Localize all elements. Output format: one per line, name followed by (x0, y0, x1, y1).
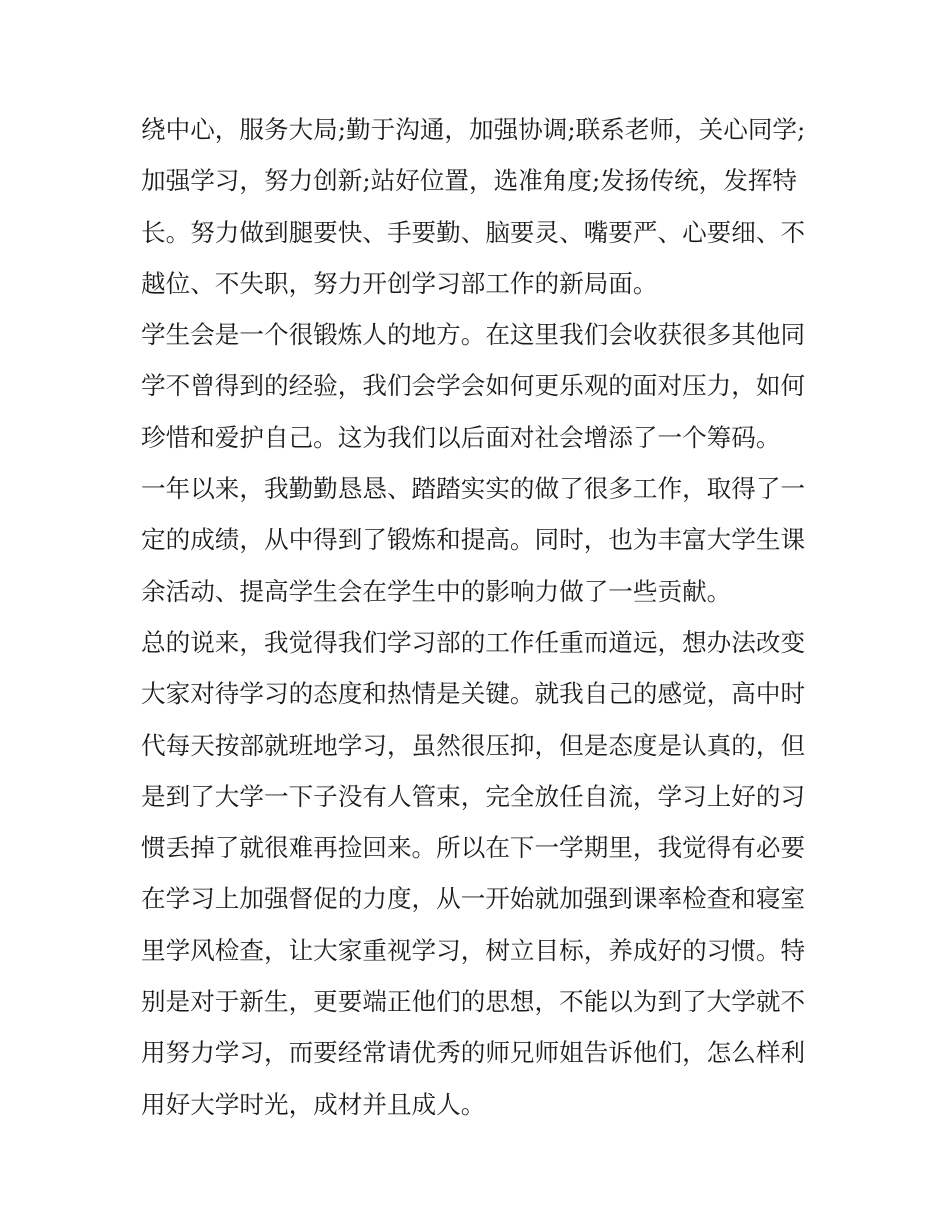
text-line: 绕中心，服务大局;勤于沟通，加强协调;联系老师，关心同学; (141, 115, 806, 144)
text-line: 学不曾得到的经验，我们会学会如何更乐观的面对压力，如何 (141, 371, 806, 401)
text-line: 总的说来，我觉得我们学习部的工作任重而道远，想办法改变 (141, 627, 806, 657)
text-line: 用好大学时光，成材并且成人。 (141, 1089, 486, 1119)
document-body (141, 104, 821, 1130)
text-line: 惯丢掉了就很难再捡回来。所以在下一学期里，我觉得有必要 (141, 833, 806, 863)
text-line: 代每天按部就班地学习，虽然很压抑，但是态度是认真的，但 (141, 730, 806, 760)
text-line: 在学习上加强督促的力度，从一开始就加强到课率检查和寝室 (141, 884, 806, 914)
text-line: 大家对待学习的态度和热情是关键。就我自己的感觉，高中时 (141, 679, 806, 709)
text-line: 学生会是一个很锻炼人的地方。在这里我们会收获很多其他同 (141, 320, 806, 350)
paragraph-1 (141, 104, 821, 309)
text-line: 定的成绩，从中得到了锻炼和提高。同时，也为丰富大学生课 (141, 525, 806, 555)
text-line: 长。努力做到腿要快、手要勤、脑要灵、嘴要严、心要细、不 (141, 217, 806, 247)
paragraph-2 (141, 309, 821, 463)
text-line: 一年以来，我勤勤恳恳、踏踏实实的做了很多工作，取得了一 (141, 474, 806, 504)
text-line: 是到了大学一下子没有人管束，完全放任自流，学习上好的习 (141, 781, 806, 811)
text-line: 越位、不失职，努力开创学习部工作的新局面。 (141, 268, 658, 298)
text-line: 珍惜和爱护自己。这为我们以后面对社会增添了一个筹码。 (141, 422, 781, 452)
text-line: 加强学习，努力创新;站好位置，选准角度;发扬传统，发挥特 (141, 166, 798, 196)
text-line: 余活动、提高学生会在学生中的影响力做了一些贡献。 (141, 576, 732, 606)
paragraph-3 (141, 463, 821, 617)
text-line: 里学风检查，让大家重视学习，树立目标，养成好的习惯。特 (141, 935, 806, 965)
text-line: 用努力学习，而要经常请优秀的师兄师姐告诉他们，怎么样利 (141, 1038, 806, 1068)
text-line: 别是对于新生，更要端正他们的思想，不能以为到了大学就不 (141, 987, 806, 1017)
paragraph-4 (141, 617, 821, 1130)
